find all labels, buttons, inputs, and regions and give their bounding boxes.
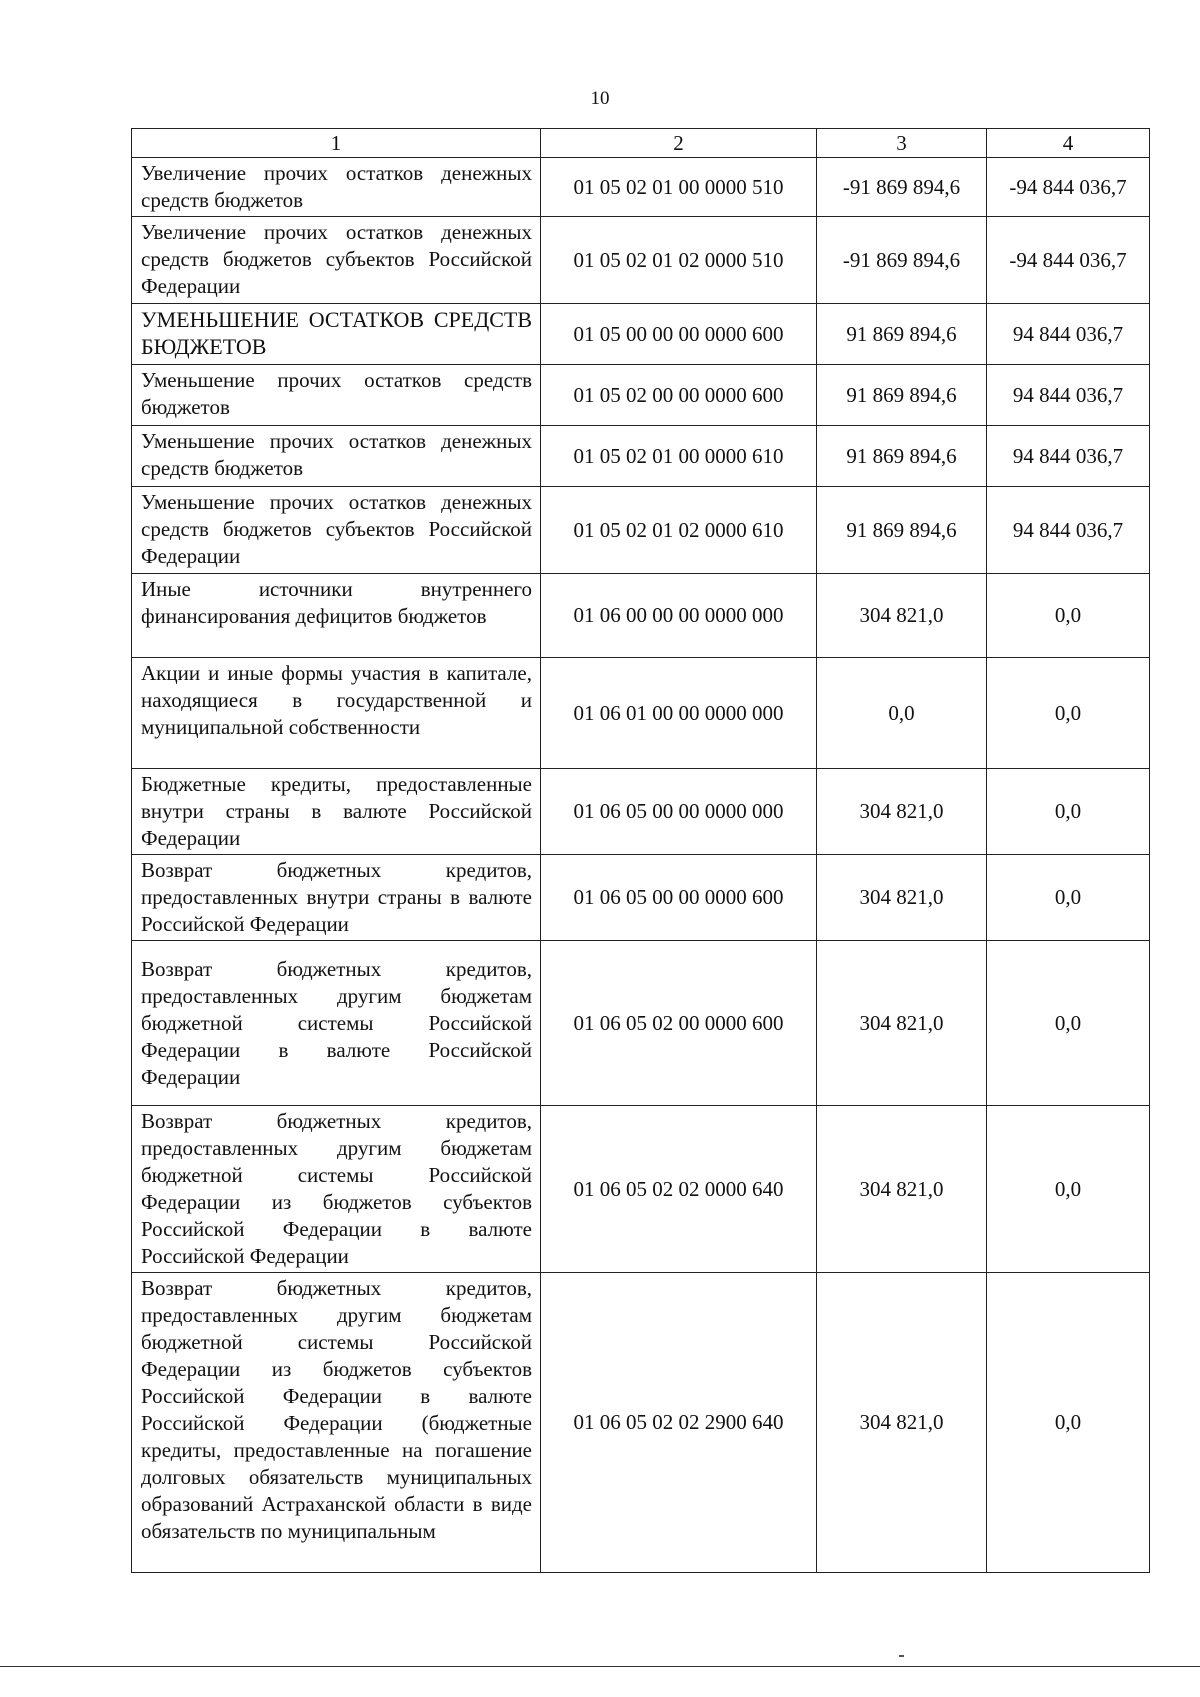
table-row xyxy=(132,158,1150,217)
row-value-col3: -91 869 894,6 xyxy=(817,217,987,304)
row-value-col3: -91 869 894,6 xyxy=(817,158,987,217)
table-row xyxy=(132,658,1150,769)
page-number: 10 xyxy=(590,88,610,109)
row-value-col3: 91 869 894,6 xyxy=(817,487,987,574)
row-code: 01 05 02 01 02 0000 610 xyxy=(541,487,817,574)
row-name: Возврат бюджетных кредитов, предоставленных внутри страны в валюте Российской Федерации xyxy=(132,855,541,941)
row-name: Увеличение прочих остатков денежных средств бюджетов субъектов Российской Федерации xyxy=(132,217,541,304)
row-value-col4: 0,0 xyxy=(987,769,1150,855)
row-code: 01 05 00 00 00 0000 600 xyxy=(541,304,817,365)
row-value-col4: 0,0 xyxy=(987,1106,1150,1273)
row-code: 01 06 05 02 00 0000 600 xyxy=(541,941,817,1106)
header-col-3: 3 xyxy=(817,129,987,158)
table-row xyxy=(132,769,1150,855)
row-value-col4: 94 844 036,7 xyxy=(987,304,1150,365)
table-row xyxy=(132,217,1150,304)
row-value-col3: 304 821,0 xyxy=(817,769,987,855)
row-value-col4: 0,0 xyxy=(987,941,1150,1106)
scan-speck xyxy=(899,1655,904,1657)
row-code: 01 05 02 01 02 0000 510 xyxy=(541,217,817,304)
row-value-col4: 0,0 xyxy=(987,658,1150,769)
table-header-row xyxy=(132,129,1150,158)
row-value-col3: 304 821,0 xyxy=(817,941,987,1106)
table-row xyxy=(132,855,1150,941)
budget-sources-table xyxy=(131,128,1150,1573)
row-code: 01 06 05 00 00 0000 000 xyxy=(541,769,817,855)
row-value-col3: 304 821,0 xyxy=(817,1273,987,1573)
row-name: Возврат бюджетных кредитов, предоставленных другим бюджетам бюджетной системы Российской Федерации из бюджетов субъектов Российской Федерации в валюте Российской Федерации xyxy=(132,1106,541,1273)
row-value-col3: 91 869 894,6 xyxy=(817,426,987,487)
row-value-col3: 304 821,0 xyxy=(817,855,987,941)
row-code: 01 06 01 00 00 0000 000 xyxy=(541,658,817,769)
row-value-col4: -94 844 036,7 xyxy=(987,158,1150,217)
row-name: Увеличение прочих остатков денежных средств бюджетов xyxy=(132,158,541,217)
table-row xyxy=(132,1273,1150,1573)
header-col-2: 2 xyxy=(541,129,817,158)
row-value-col3: 304 821,0 xyxy=(817,574,987,658)
row-value-col4: 94 844 036,7 xyxy=(987,365,1150,426)
header-col-4: 4 xyxy=(987,129,1150,158)
row-code: 01 06 05 02 02 2900 640 xyxy=(541,1273,817,1573)
table-row xyxy=(132,426,1150,487)
table-row xyxy=(132,487,1150,574)
row-name: Акции и иные формы участия в капитале, находящиеся в государственной и муниципальной собственности xyxy=(132,658,541,769)
row-name: Уменьшение прочих остатков средств бюджетов xyxy=(132,365,541,426)
row-value-col4: 0,0 xyxy=(987,574,1150,658)
table-row xyxy=(132,574,1150,658)
row-value-col3: 91 869 894,6 xyxy=(817,304,987,365)
header-col-1: 1 xyxy=(132,129,541,158)
table-row xyxy=(132,365,1150,426)
row-name: Возврат бюджетных кредитов, предоставленных другим бюджетам бюджетной системы Российской Федерации в валюте Российской Федерации xyxy=(132,941,541,1106)
row-code: 01 05 02 01 00 0000 510 xyxy=(541,158,817,217)
row-value-col3: 304 821,0 xyxy=(817,1106,987,1273)
row-value-col4: 0,0 xyxy=(987,855,1150,941)
bottom-rule xyxy=(0,1666,1200,1667)
row-name: Уменьшение прочих остатков денежных средств бюджетов xyxy=(132,426,541,487)
row-value-col4: 94 844 036,7 xyxy=(987,487,1150,574)
table-row xyxy=(132,941,1150,1106)
row-value-col4: 94 844 036,7 xyxy=(987,426,1150,487)
table-row xyxy=(132,304,1150,365)
row-name: Иные источники внутреннего финансирования дефицитов бюджетов xyxy=(132,574,541,658)
table-row xyxy=(132,1106,1150,1273)
row-name: Уменьшение прочих остатков денежных средств бюджетов субъектов Российской Федерации xyxy=(132,487,541,574)
row-code: 01 06 05 02 02 0000 640 xyxy=(541,1106,817,1273)
row-name: Бюджетные кредиты, предоставленные внутри страны в валюте Российской Федерации xyxy=(132,769,541,855)
row-name: Возврат бюджетных кредитов, предоставленных другим бюджетам бюджетной системы Российской Федерации из бюджетов субъектов Российской Федерации в валюте Российской Федерации (бюджетные кредиты, предоставленные на погашение долговых обязательств муниципальных образований Астраханской области в виде обязательств по муниципальным xyxy=(132,1273,541,1573)
row-code: 01 06 05 00 00 0000 600 xyxy=(541,855,817,941)
row-name: УМЕНЬШЕНИЕ ОСТАТКОВ СРЕДСТВ БЮДЖЕТОВ xyxy=(132,304,541,365)
row-value-col3: 0,0 xyxy=(817,658,987,769)
row-value-col4: 0,0 xyxy=(987,1273,1150,1573)
row-code: 01 06 00 00 00 0000 000 xyxy=(541,574,817,658)
row-code: 01 05 02 01 00 0000 610 xyxy=(541,426,817,487)
row-code: 01 05 02 00 00 0000 600 xyxy=(541,365,817,426)
row-value-col3: 91 869 894,6 xyxy=(817,365,987,426)
row-value-col4: -94 844 036,7 xyxy=(987,217,1150,304)
